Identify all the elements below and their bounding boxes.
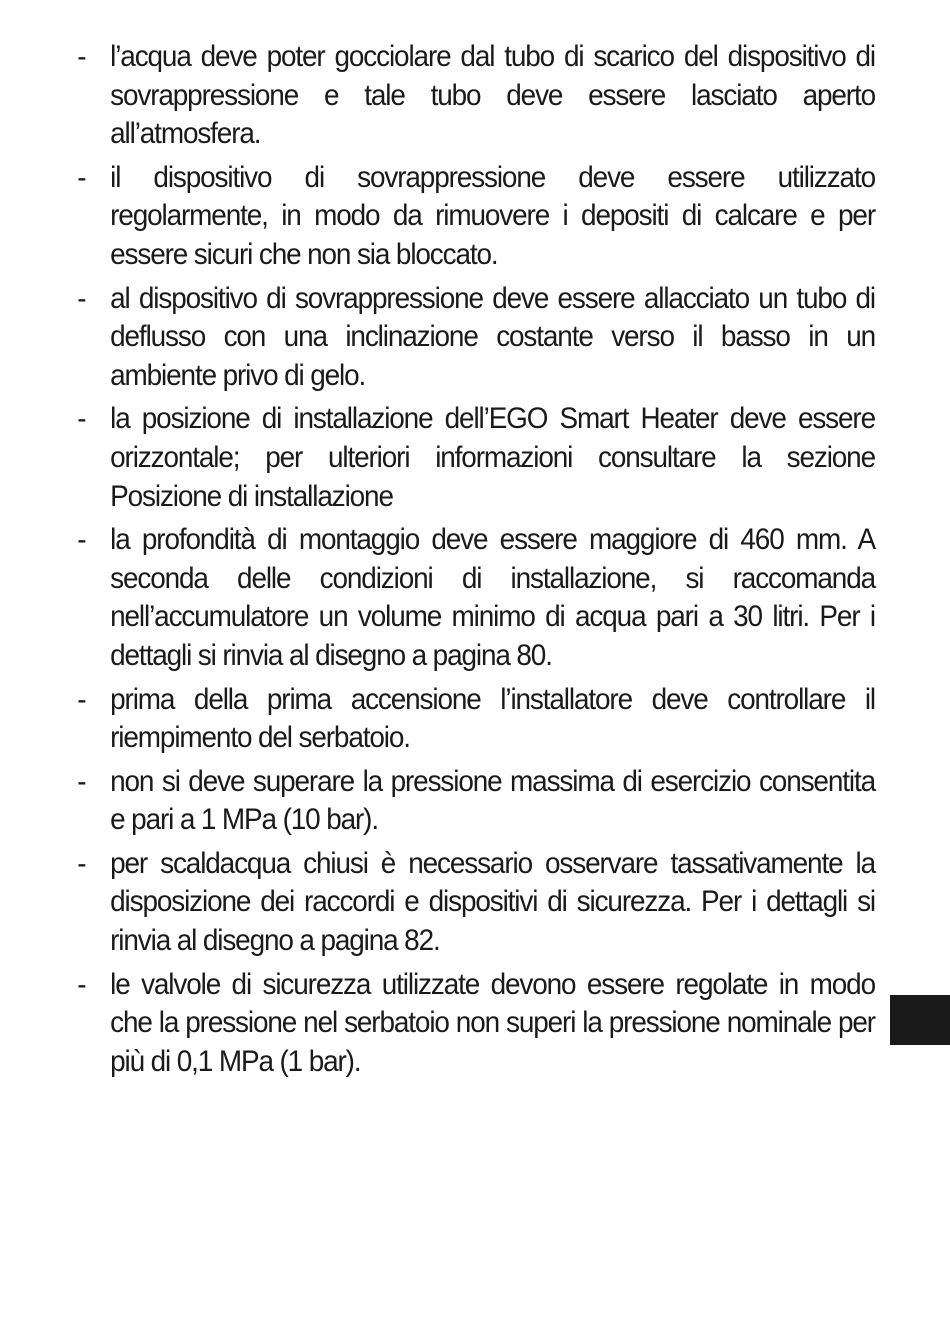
list-item bbox=[72, 763, 875, 840]
list-item bbox=[72, 280, 875, 396]
list-bullet: - bbox=[77, 523, 86, 557]
list-bullet: - bbox=[77, 281, 86, 315]
instruction-list bbox=[72, 38, 875, 1086]
list-item-text: il dispositivo di sovrappressione deve essere utilizzato regolarmente, in modo da rimuovere i depositi di calcare e per essere sicuri che non sia bloccato. bbox=[110, 160, 875, 271]
list-item-text: le valvole di sicurezza utilizzate devono essere regolate in modo che la pressione nel serbatoio non superi la pressione nominale per più di 0,1 MPa (1 bar). bbox=[110, 967, 875, 1078]
list-bullet: - bbox=[77, 160, 86, 194]
section-tab-marker bbox=[890, 995, 950, 1045]
list-item bbox=[72, 38, 875, 154]
list-bullet: - bbox=[77, 682, 86, 716]
list-item bbox=[72, 521, 875, 675]
list-bullet: - bbox=[77, 967, 86, 1001]
list-bullet: - bbox=[77, 846, 86, 880]
list-item bbox=[72, 159, 875, 275]
list-item-text: al dispositivo di sovrappressione deve essere allacciato un tubo di deflusso con una inclinazione costante verso il basso in un ambiente privo di gelo. bbox=[110, 281, 875, 392]
list-bullet: - bbox=[77, 402, 86, 436]
list-item-text: per scaldacqua chiusi è necessario osservare tassativamente la disposizione dei raccordi e dispositivi di sicurezza. Per i dettagli si rinvia al disegno a pagina 82. bbox=[110, 846, 875, 958]
list-item-text: la posizione di installazione dell’EGO Smart Heater deve essere orizzontale; per ulteriori informazioni consultare la sezione Posizione di installazione bbox=[110, 402, 875, 513]
list-item-text: non si deve superare la pressione massima di esercizio consentita e pari a 1 MPa (10 bar). bbox=[110, 764, 875, 837]
list-item-text: l’acqua deve poter gocciolare dal tubo di scarico del dispositivo di sovrappressione e tale tubo deve essere lasciato aperto all’atmosfera. bbox=[110, 40, 875, 151]
list-item bbox=[72, 400, 875, 516]
list-item bbox=[72, 681, 875, 758]
list-item bbox=[72, 966, 875, 1082]
list-bullet: - bbox=[77, 764, 86, 798]
list-item-text: la profondità di montaggio deve essere maggiore di 460 mm. A seconda delle condizioni di installazione, si raccomanda nell’accumulatore un volume minimo di acqua pari a 30 litri. Per i dettagli si rinvia al disegno a pagina 80. bbox=[110, 523, 875, 672]
list-bullet: - bbox=[77, 40, 86, 73]
list-item-text: prima della prima accensione l’installatore deve controllare il riempimento del serbatoio. bbox=[110, 682, 875, 755]
list-item bbox=[72, 845, 875, 961]
